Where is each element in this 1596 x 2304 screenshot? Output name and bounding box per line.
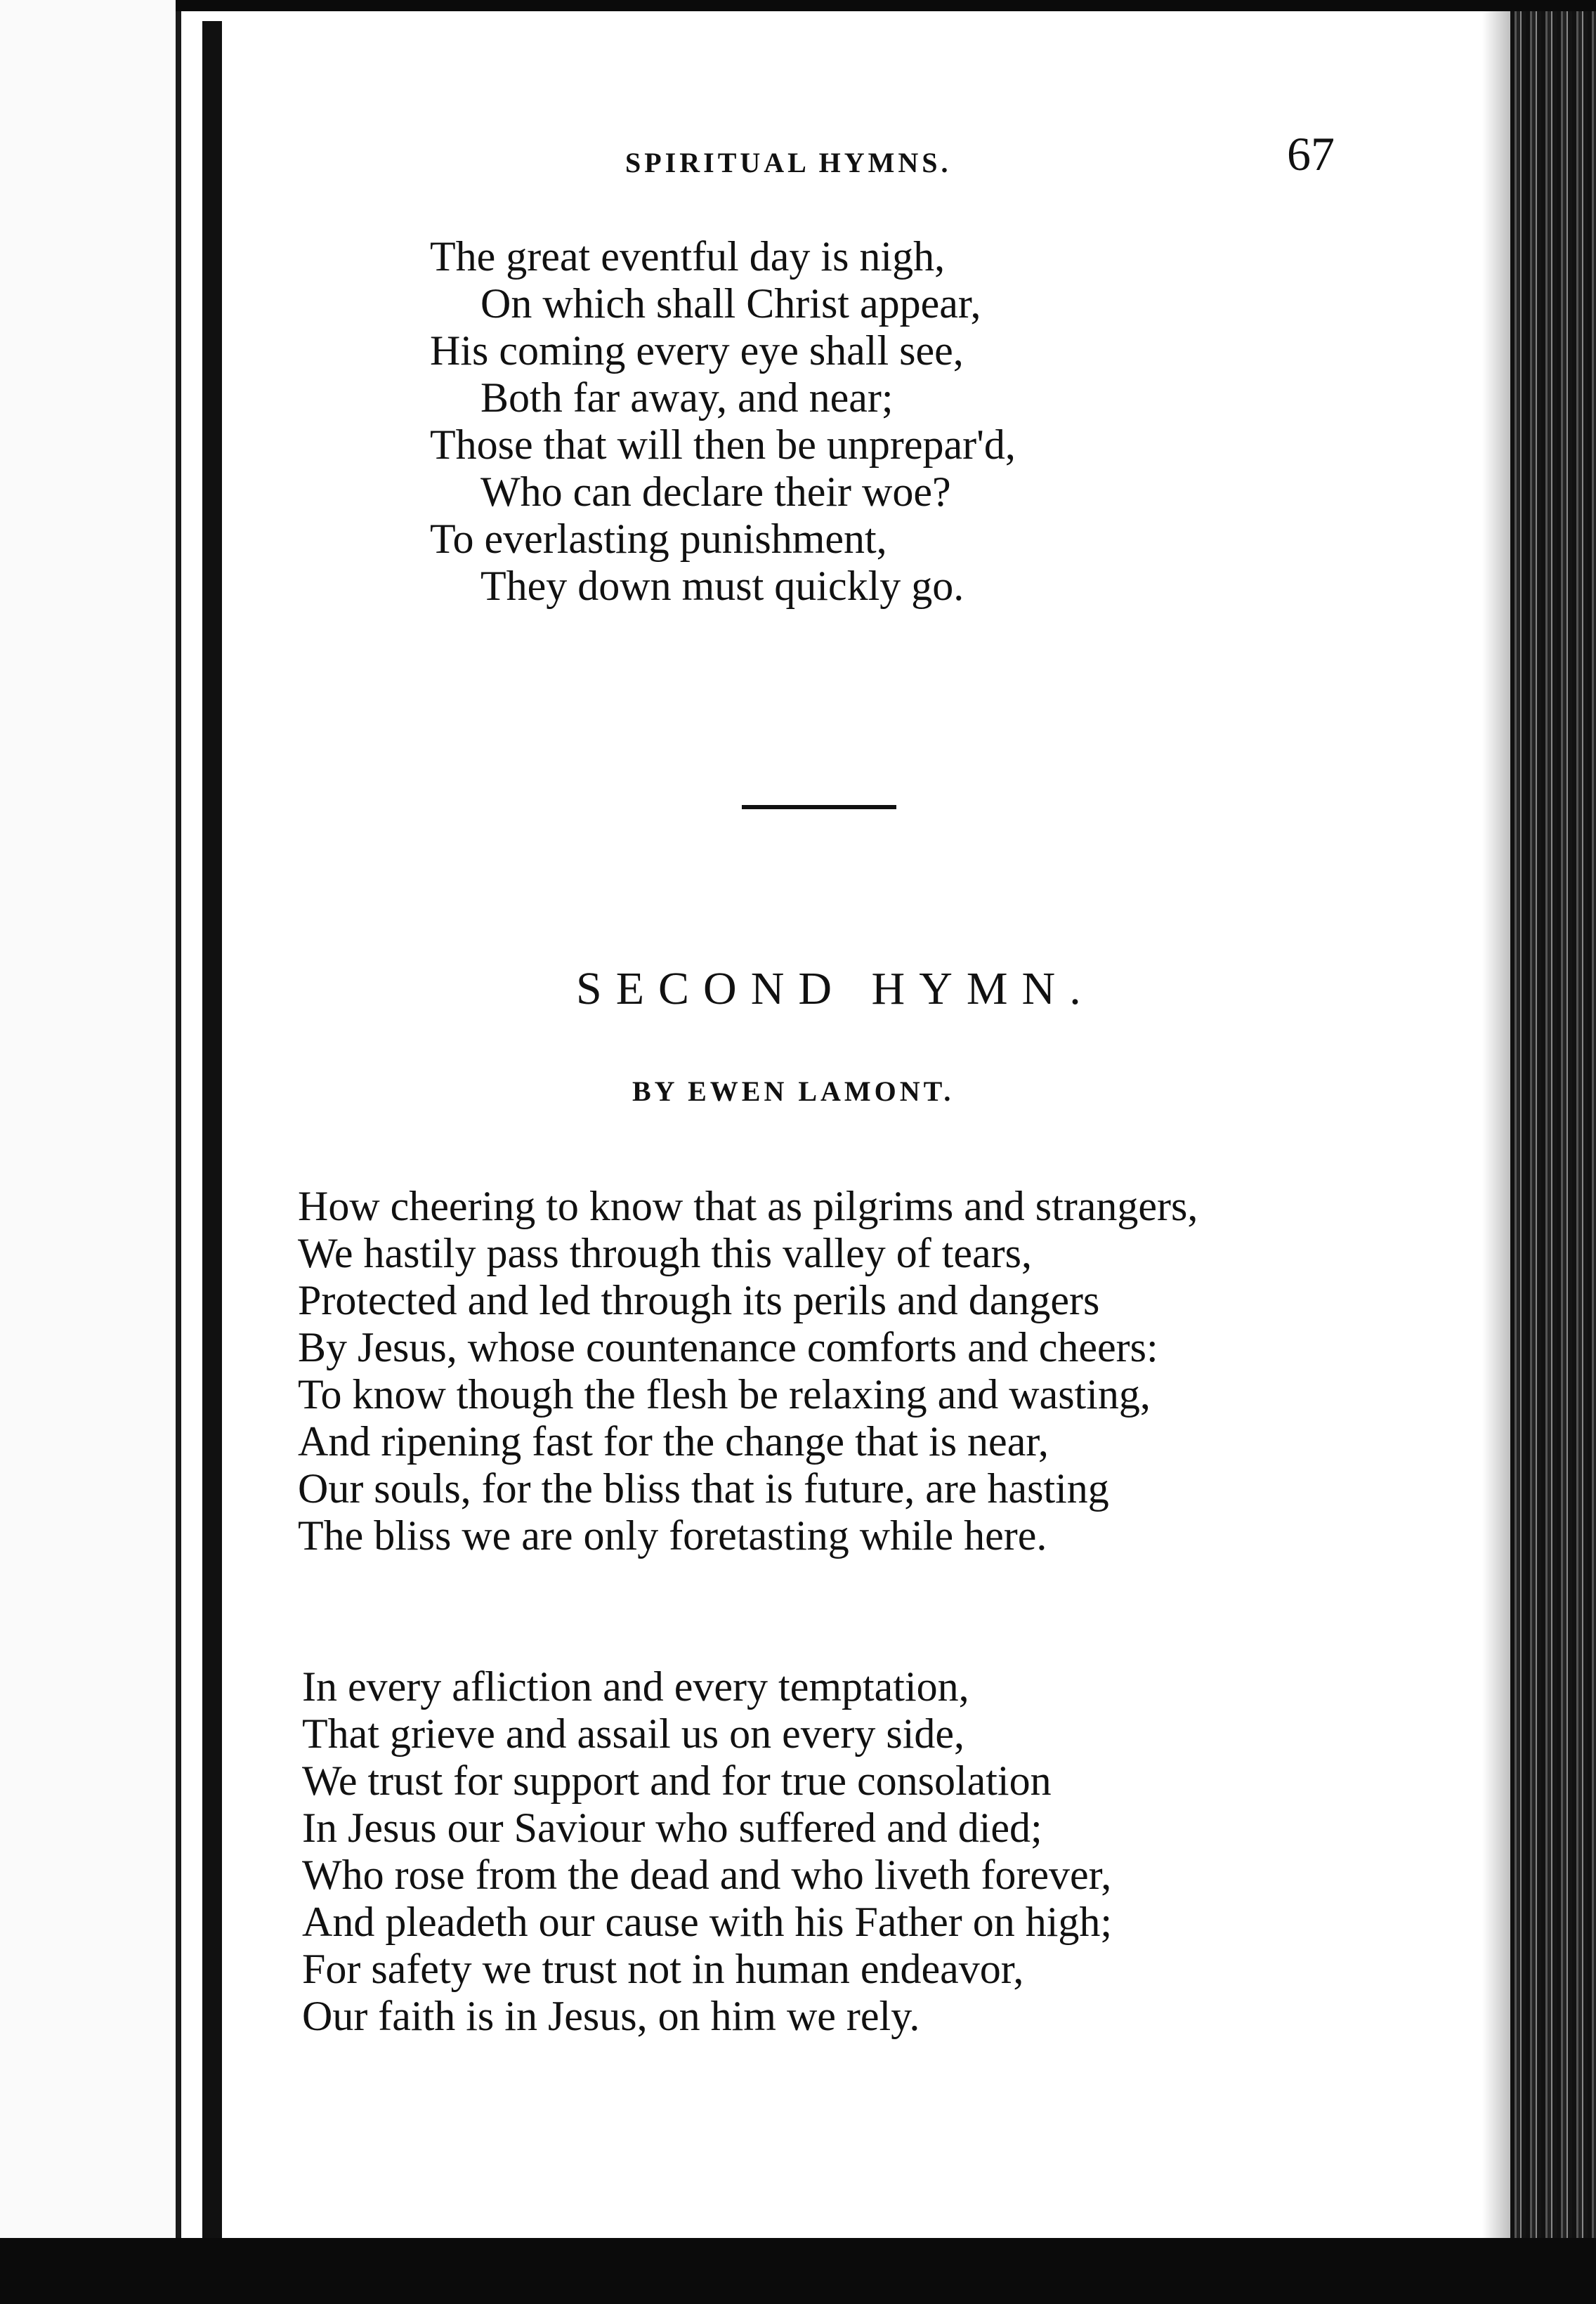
- page-edge-shadow: [1482, 11, 1510, 2238]
- verse-line: In Jesus our Saviour who suffered and died;: [302, 1805, 1042, 1851]
- verse-line: In every afliction and every temptation,: [302, 1663, 969, 1710]
- verse-line: We hastily pass through this valley of tears,: [298, 1230, 1032, 1276]
- verse-line: His coming every eye shall see,: [430, 327, 964, 374]
- hymn-title: SECOND HYMN.: [576, 963, 1095, 1014]
- verse-line: The bliss we are only foretasting while here.: [298, 1512, 1047, 1559]
- verse-line: To know though the flesh be relaxing and wasting,: [298, 1371, 1151, 1418]
- verse-line: Those that will then be unprepar'd,: [430, 421, 1016, 468]
- stanza-3: [302, 1663, 1112, 2040]
- verse-line: How cheering to know that as pilgrims and strangers,: [298, 1183, 1198, 1229]
- verse-line: On which shall Christ appear,: [480, 280, 981, 327]
- scan-border-bottom: [0, 2238, 1596, 2304]
- book-page-edges: [1510, 11, 1596, 2238]
- verse-line: Who rose from the dead and who liveth forever,: [302, 1852, 1112, 1898]
- scan-border-top: [0, 0, 1596, 11]
- verse-line: Protected and led through its perils and dangers: [298, 1277, 1100, 1323]
- verse-line: The great eventful day is nigh,: [430, 233, 946, 280]
- section-divider: [742, 805, 896, 809]
- hymn-byline: BY EWEN LAMONT.: [632, 1075, 955, 1107]
- verse-line: That grieve and assail us on every side,: [302, 1710, 965, 1757]
- verse-line: Our faith is in Jesus, on him we rely.: [302, 1993, 920, 2039]
- running-header-title: SPIRITUAL HYMNS.: [625, 147, 952, 178]
- verse-line: Both far away, and near;: [480, 374, 894, 421]
- verse-line: Who can declare their woe?: [480, 469, 951, 515]
- page-number: 67: [1287, 127, 1335, 181]
- stanza-1: [430, 233, 1016, 610]
- verse-line: And pleadeth our cause with his Father on high;: [302, 1899, 1113, 1945]
- verse-line: For safety we trust not in human endeavor,: [302, 1946, 1024, 1992]
- binding-shadow-line: [176, 11, 181, 2238]
- facing-page-edge: [0, 0, 176, 2238]
- verse-line: To everlasting punishment,: [430, 516, 887, 562]
- stanza-2: [298, 1183, 1198, 1559]
- verse-line: And ripening fast for the change that is near,: [298, 1418, 1049, 1465]
- verse-line: Our souls, for the bliss that is future, are hasting: [298, 1465, 1109, 1512]
- verse-line: We trust for support and for true consolation: [302, 1758, 1052, 1804]
- verse-line: They down must quickly go.: [480, 563, 964, 609]
- verse-line: By Jesus, whose countenance comforts and cheers:: [298, 1324, 1158, 1370]
- page-left-border: [202, 21, 222, 2238]
